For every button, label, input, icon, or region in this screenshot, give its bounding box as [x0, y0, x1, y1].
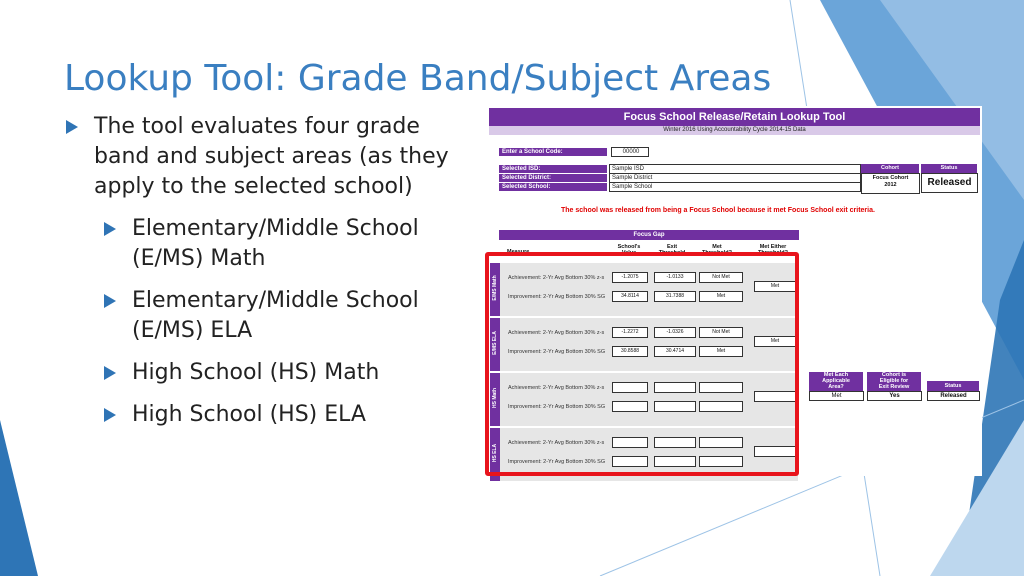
band-label-text: E/MS Math	[492, 275, 498, 301]
measure-label: Improvement: 2-Yr Avg Bottom 30% SG	[508, 404, 606, 410]
bullet-arrow-icon	[104, 408, 116, 422]
measure-label: Improvement: 2-Yr Avg Bottom 30% SG	[508, 294, 606, 300]
tool-title: Focus School Release/Retain Lookup Tool	[623, 111, 846, 123]
sub-bullet-line: High School (HS) ELA	[132, 402, 366, 427]
school-value-cell: 34.8114	[612, 291, 648, 302]
measure-label: Improvement: 2-Yr Avg Bottom 30% SG	[508, 349, 606, 355]
hdr-line: Applicable	[822, 378, 850, 384]
met-cell: Met	[699, 291, 743, 302]
cohort-value	[861, 173, 920, 194]
col-line: Met Either	[759, 244, 787, 250]
sub-bullet-line: Elementary/Middle School	[132, 288, 419, 313]
met-each-value: Met	[809, 391, 864, 401]
cohort-value-line: 2012	[884, 182, 897, 188]
sub-bullet-hs-math	[66, 358, 476, 388]
sub-bullet-line: Elementary/Middle School	[132, 216, 419, 241]
school-code-label: Enter a School Code:	[499, 148, 607, 156]
col-line: Value	[621, 250, 637, 256]
school-code-input[interactable]: 00000	[611, 147, 649, 157]
col-line: Threshold?	[702, 250, 732, 256]
met-cell: Met	[699, 346, 743, 357]
tool-subtitle: Winter 2016 Using Accountability Cycle 2014-15 Data	[489, 126, 980, 135]
bullet-arrow-icon	[104, 366, 116, 380]
threshold-cell: 31.7388	[654, 291, 696, 302]
sub-bullet-line: (E/MS) Math	[132, 246, 266, 271]
status-header: Status	[921, 164, 977, 173]
selected-school-label: Selected School:	[499, 183, 607, 191]
threshold-cell: 30.4714	[654, 346, 696, 357]
measure-label: Achievement: 2-Yr Avg Bottom 30% z-s	[508, 385, 605, 391]
col-line: Met	[712, 244, 722, 250]
band-label-text: HS ELA	[492, 443, 498, 463]
hdr-line: Area?	[828, 384, 844, 390]
focus-gap-header: Focus Gap	[499, 230, 799, 240]
band-label-text: E/MS ELA	[492, 331, 498, 355]
sub-bullet-hs-ela	[66, 400, 476, 430]
cohort-eligible-header	[867, 372, 921, 392]
measure-label: Improvement: 2-Yr Avg Bottom 30% SG	[508, 459, 606, 465]
bullet-main-line: apply to the selected school)	[94, 174, 413, 199]
bullet-list	[66, 112, 476, 430]
met-either-cell: Met	[754, 336, 796, 347]
selected-district-value: Sample District	[609, 173, 861, 183]
col-line: School's	[617, 244, 641, 250]
threshold-cell: -1.0326	[654, 327, 696, 338]
bullet-arrow-icon	[66, 120, 78, 134]
school-value-cell: 30.8588	[612, 346, 648, 357]
hdr-line: Exit Review	[878, 384, 910, 390]
col-line: Threshold?	[758, 250, 788, 256]
band-label-text: HS Math	[492, 388, 498, 408]
met-either-cell: Met	[754, 281, 796, 292]
sub-bullet-ems-math	[66, 214, 476, 274]
selected-district-label: Selected District:	[499, 174, 607, 182]
school-value-cell: -1.2075	[612, 272, 648, 283]
highlight-frame	[485, 252, 799, 476]
bullet-main-line: The tool evaluates four grade	[94, 114, 420, 139]
hdr-line: Eligible for	[879, 378, 909, 384]
cohort-header: Cohort	[861, 164, 919, 173]
bullet-arrow-icon	[104, 294, 116, 308]
status-value: Released	[921, 173, 978, 193]
col-line: Exit	[666, 244, 678, 250]
bullet-main-line: band and subject areas (as they	[94, 144, 449, 169]
measure-label: Achievement: 2-Yr Avg Bottom 30% z-s	[508, 330, 605, 336]
sub-bullet-line: (E/MS) ELA	[132, 318, 253, 343]
col-line: Threshold	[658, 250, 686, 256]
threshold-cell: -1.0133	[654, 272, 696, 283]
cohort-value-line: Focus Cohort	[872, 175, 909, 181]
sub-bullet-line: High School (HS) Math	[132, 360, 380, 385]
selected-isd-value: Sample ISD	[609, 164, 861, 174]
bullet-arrow-icon	[104, 222, 116, 236]
measure-label: Achievement: 2-Yr Avg Bottom 30% z-s	[508, 275, 605, 281]
selected-isd-label: Selected ISD:	[499, 165, 607, 173]
hdr-line: Met Each	[823, 372, 849, 378]
met-cell: Not Met	[699, 327, 743, 338]
summary-status-value: Released	[927, 391, 980, 401]
col-measure: Measure	[507, 249, 530, 255]
measure-label: Achievement: 2-Yr Avg Bottom 30% z-s	[508, 440, 605, 446]
met-each-header	[809, 372, 863, 392]
decor-left-bottom	[0, 420, 38, 576]
release-message: The school was released from being a Focus School because it met Focus School exit criteria.	[561, 207, 875, 214]
slide-title: Lookup Tool: Grade Band/Subject Areas	[64, 58, 772, 99]
met-cell: Not Met	[699, 272, 743, 283]
bullet-main	[66, 112, 476, 202]
sub-bullet-ems-ela	[66, 286, 476, 346]
school-value-cell: -1.2272	[612, 327, 648, 338]
hdr-line: Cohort is	[881, 372, 907, 378]
cohort-eligible-value: Yes	[867, 391, 922, 401]
selected-school-value: Sample School	[609, 182, 861, 192]
summary-status-header: Status	[927, 381, 979, 391]
